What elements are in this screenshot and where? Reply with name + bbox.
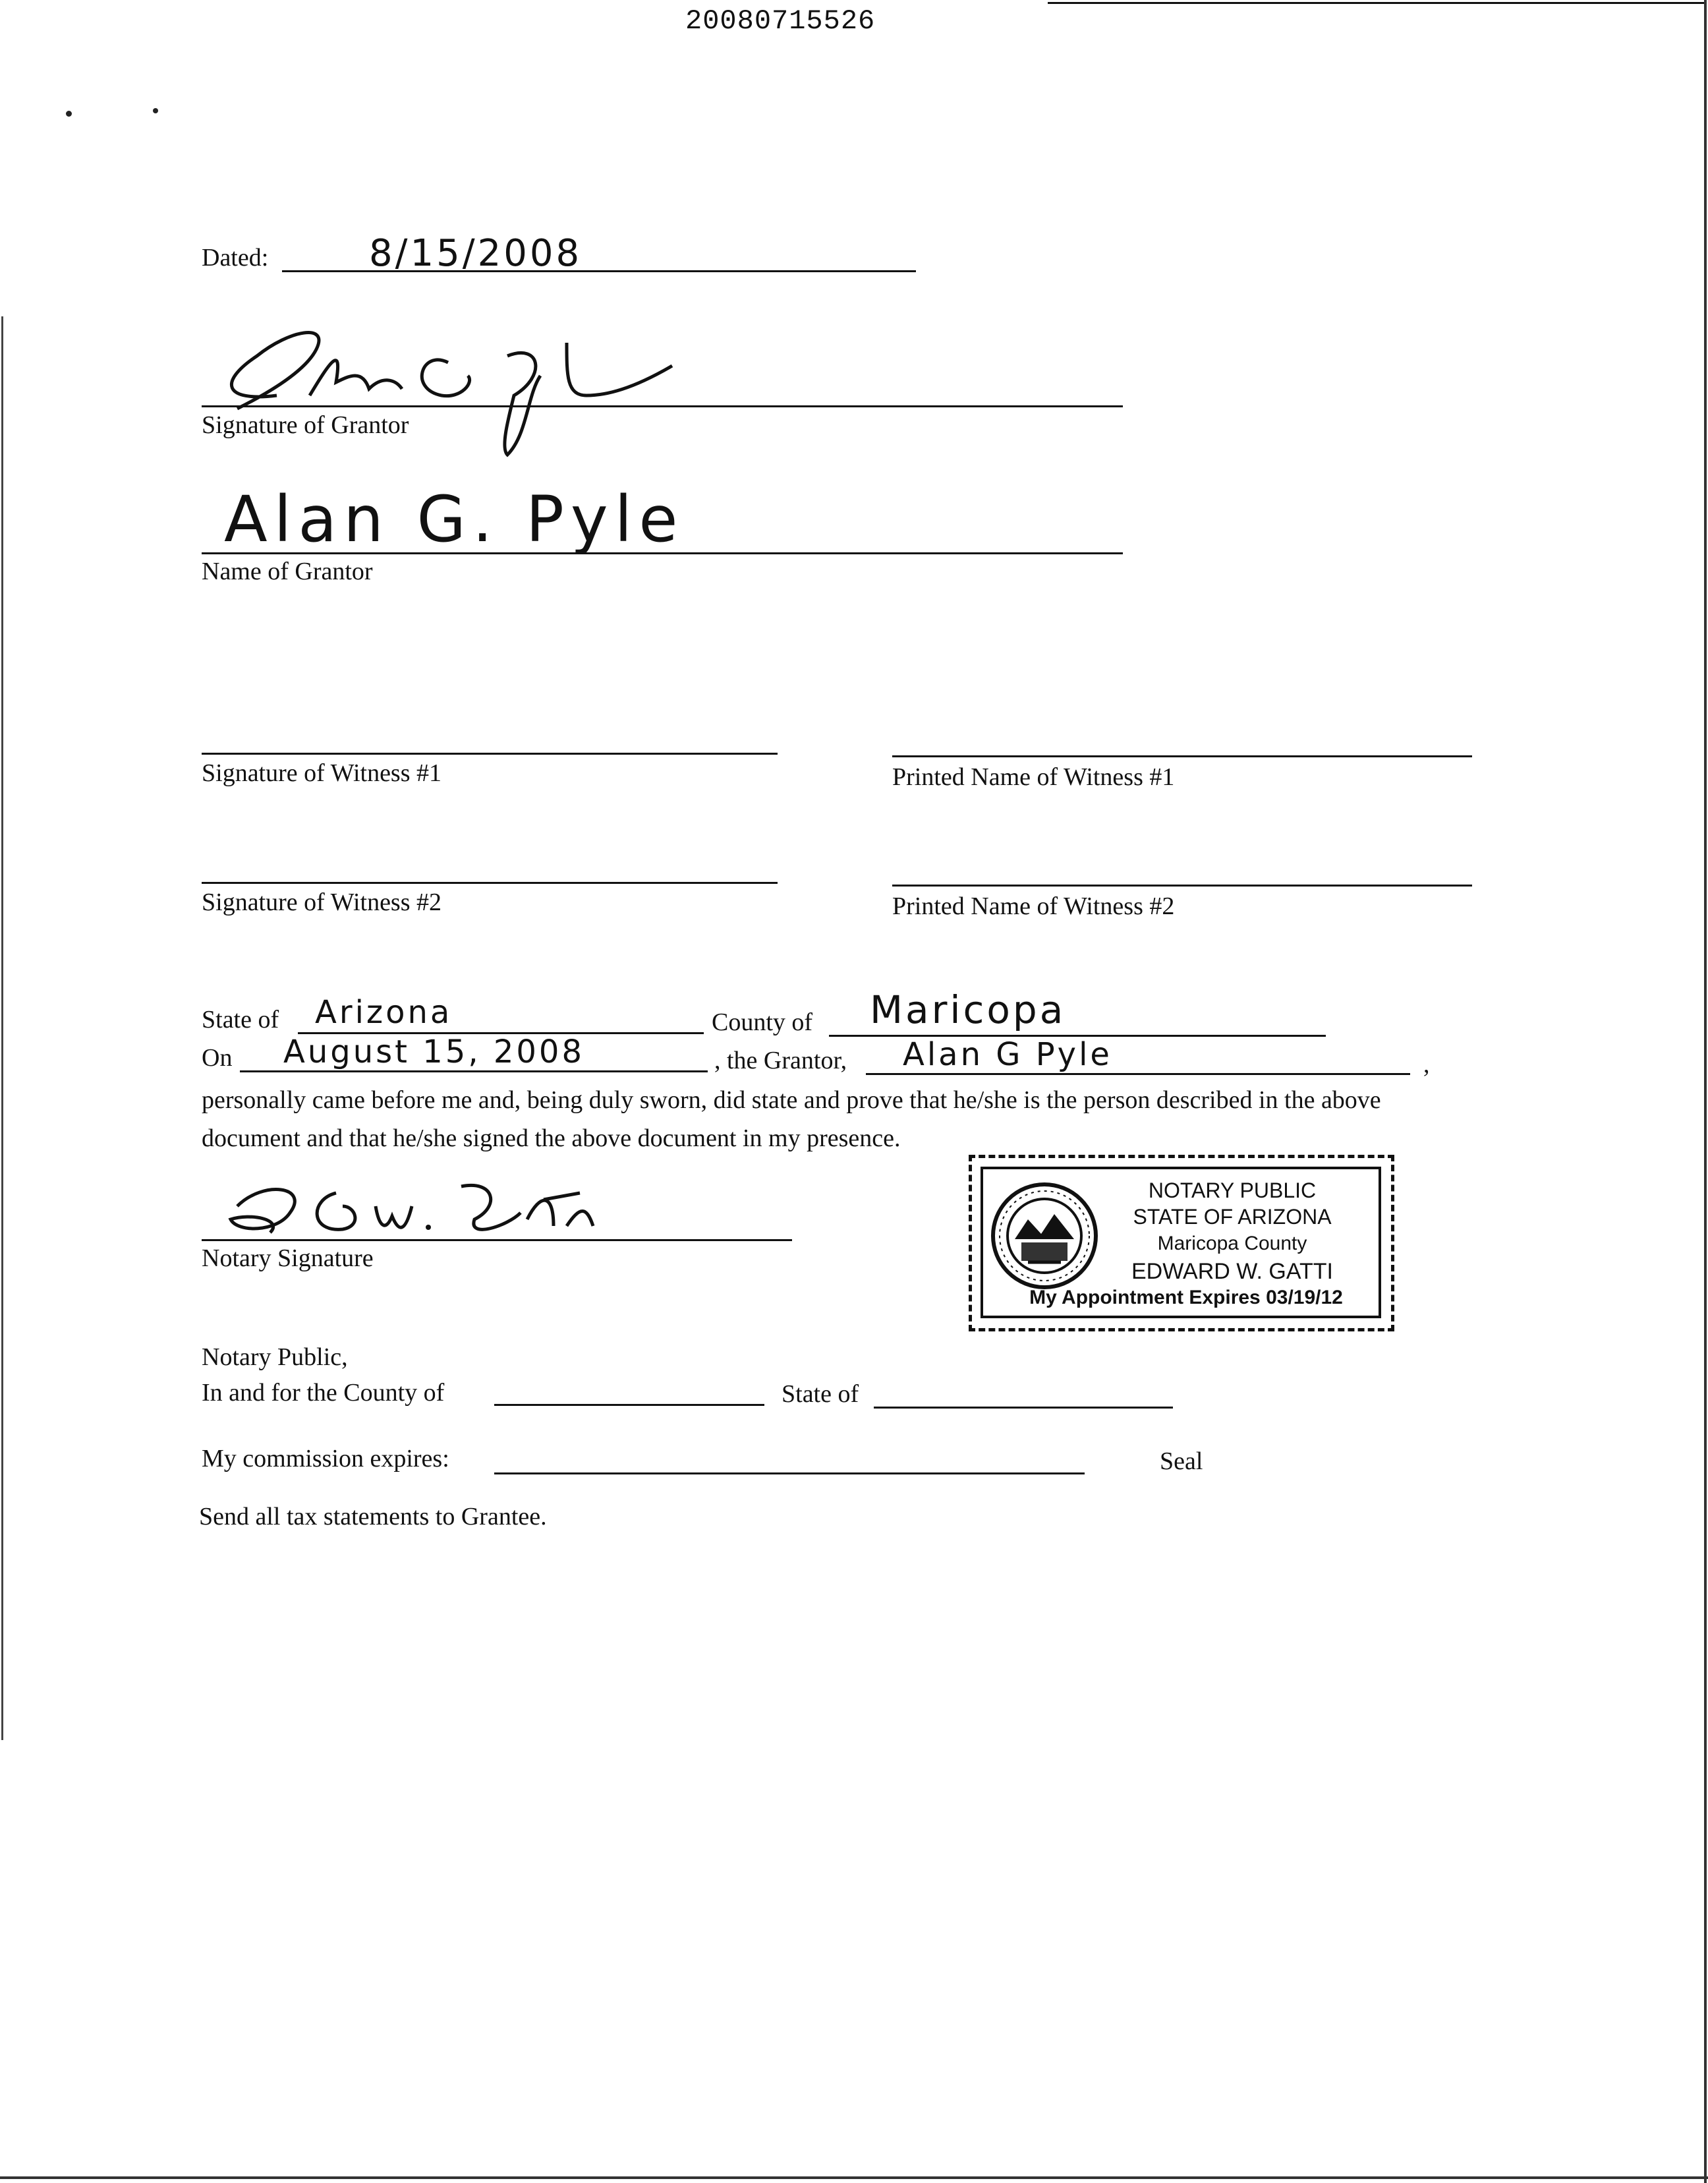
state-seal-icon	[988, 1180, 1100, 1292]
notary-state-line	[874, 1407, 1173, 1409]
on-label: On	[202, 1044, 233, 1072]
notary-stamp	[969, 1155, 1396, 1333]
commission-label: My commission expires:	[202, 1445, 449, 1472]
scan-edge-bottom	[0, 2176, 1708, 2179]
grantor-inline-value: Alan G Pyle	[903, 1036, 1112, 1073]
commission-line	[494, 1472, 1085, 1474]
witness1-name-line	[892, 755, 1472, 757]
grantor-name-value: Alan G. Pyle	[224, 482, 685, 556]
county-label: County of	[712, 1008, 813, 1036]
on-value: August 15, 2008	[283, 1033, 584, 1070]
notary-state-label: State of	[782, 1380, 859, 1408]
grantor-name-label: Name of Grantor	[202, 558, 373, 585]
witness2-signature-label: Signature of Witness #2	[202, 888, 442, 916]
trailing-comma: ,	[1423, 1051, 1430, 1078]
notary-county-label: In and for the County of	[202, 1379, 445, 1407]
state-value: Arizona	[315, 994, 453, 1031]
notary-county-line	[494, 1404, 764, 1406]
notary-signature-label: Notary Signature	[202, 1244, 374, 1272]
stamp-line2: STATE OF ARIZONA	[1133, 1205, 1332, 1229]
stamp-line3: Maricopa County	[1157, 1233, 1307, 1254]
scan-edge-right	[1704, 0, 1707, 2183]
state-label: State of	[202, 1006, 279, 1033]
witness1-signature-line	[202, 753, 778, 755]
stamp-line4: EDWARD W. GATTI	[1131, 1259, 1333, 1284]
on-line	[240, 1070, 708, 1072]
seal-label: Seal	[1160, 1447, 1203, 1475]
county-value: Maricopa	[870, 987, 1066, 1032]
grantor-inline-label: , the Grantor,	[714, 1047, 847, 1074]
speck	[153, 108, 158, 113]
speck	[66, 111, 72, 117]
grantor-signature-label: Signature of Grantor	[202, 411, 409, 439]
document-number: 20080715526	[685, 5, 876, 37]
witness1-signature-label: Signature of Witness #1	[202, 759, 442, 787]
stamp-line5: My Appointment Expires 03/19/12	[1029, 1287, 1343, 1308]
scan-edge-left	[1, 316, 3, 1740]
witness2-signature-line	[202, 882, 778, 884]
acknowledgment-body-line2: document and that he/she signed the above document in my presence.	[202, 1124, 901, 1152]
acknowledgment-body-line1: personally came before me and, being duly sworn, did state and prove that he/she is the person described in the above	[202, 1086, 1381, 1114]
witness1-name-label: Printed Name of Witness #1	[892, 763, 1175, 791]
grantor-inline-line	[866, 1073, 1410, 1075]
tax-statement: Send all tax statements to Grantee.	[199, 1503, 547, 1530]
witness2-name-label: Printed Name of Witness #2	[892, 892, 1175, 920]
witness2-name-line	[892, 885, 1472, 887]
notary-public-label: Notary Public,	[202, 1343, 348, 1371]
grantor-signature-line	[202, 405, 1123, 407]
dated-label: Dated:	[202, 244, 269, 272]
notary-signature	[211, 1167, 619, 1246]
header-rule	[1048, 2, 1707, 4]
grantor-name-line	[202, 552, 1123, 554]
notary-signature-line	[202, 1239, 792, 1241]
dated-value: 8/15/2008	[369, 232, 583, 275]
stamp-line1: NOTARY PUBLIC	[1148, 1179, 1317, 1202]
